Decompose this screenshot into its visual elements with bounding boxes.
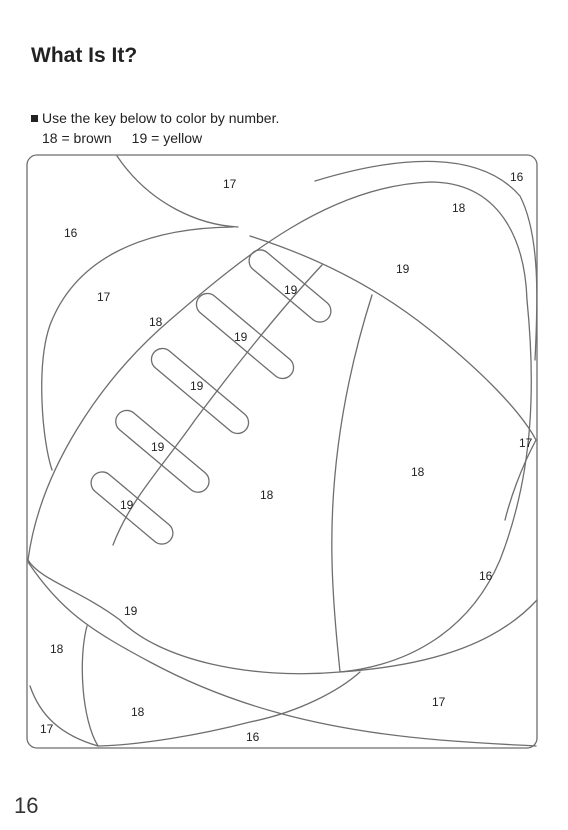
region-numbers (40, 170, 533, 744)
region-number: 19 (284, 283, 298, 297)
region-number: 19 (396, 262, 410, 276)
outline-line (117, 156, 238, 227)
region-number: 16 (64, 226, 78, 240)
page-title: What Is It? (31, 44, 138, 67)
football-fill-area (90, 180, 526, 692)
outline-line (332, 295, 372, 672)
region-number: 19 (190, 379, 204, 393)
region-number: 17 (519, 436, 533, 450)
picture-frame (27, 155, 537, 748)
region-number: 17 (40, 722, 54, 736)
outline-line (28, 300, 531, 674)
region-number: 19 (120, 498, 134, 512)
region-number: 18 (149, 315, 163, 329)
region-number: 17 (97, 290, 111, 304)
region-number: 18 (131, 705, 145, 719)
outline-line (30, 686, 98, 746)
region-number: 17 (432, 695, 446, 709)
page-number: 16 (14, 793, 39, 818)
region-number: 17 (223, 177, 237, 191)
region-number: 19 (151, 440, 165, 454)
instruction-label: Use the key below to color by number. (42, 110, 280, 126)
outline-line (505, 440, 536, 520)
region-number: 18 (50, 642, 64, 656)
region-number: 16 (479, 569, 493, 583)
region-number: 19 (234, 330, 248, 344)
outline-line (28, 562, 536, 746)
key-yellow: 19 = yellow (131, 130, 203, 146)
region-number: 18 (260, 488, 274, 502)
outline-line (113, 265, 322, 545)
region-number: 19 (124, 604, 138, 618)
outline-line (250, 236, 536, 440)
key-brown: 18 = brown (42, 130, 112, 146)
region-number: 18 (452, 201, 466, 215)
outline-line (315, 161, 537, 360)
outline-line (28, 182, 527, 560)
outline-line (340, 600, 537, 672)
region-number: 16 (510, 170, 524, 184)
region-number: 16 (246, 730, 260, 744)
outline-line (82, 626, 98, 746)
outline-line (42, 227, 233, 470)
region-number: 18 (411, 465, 425, 479)
